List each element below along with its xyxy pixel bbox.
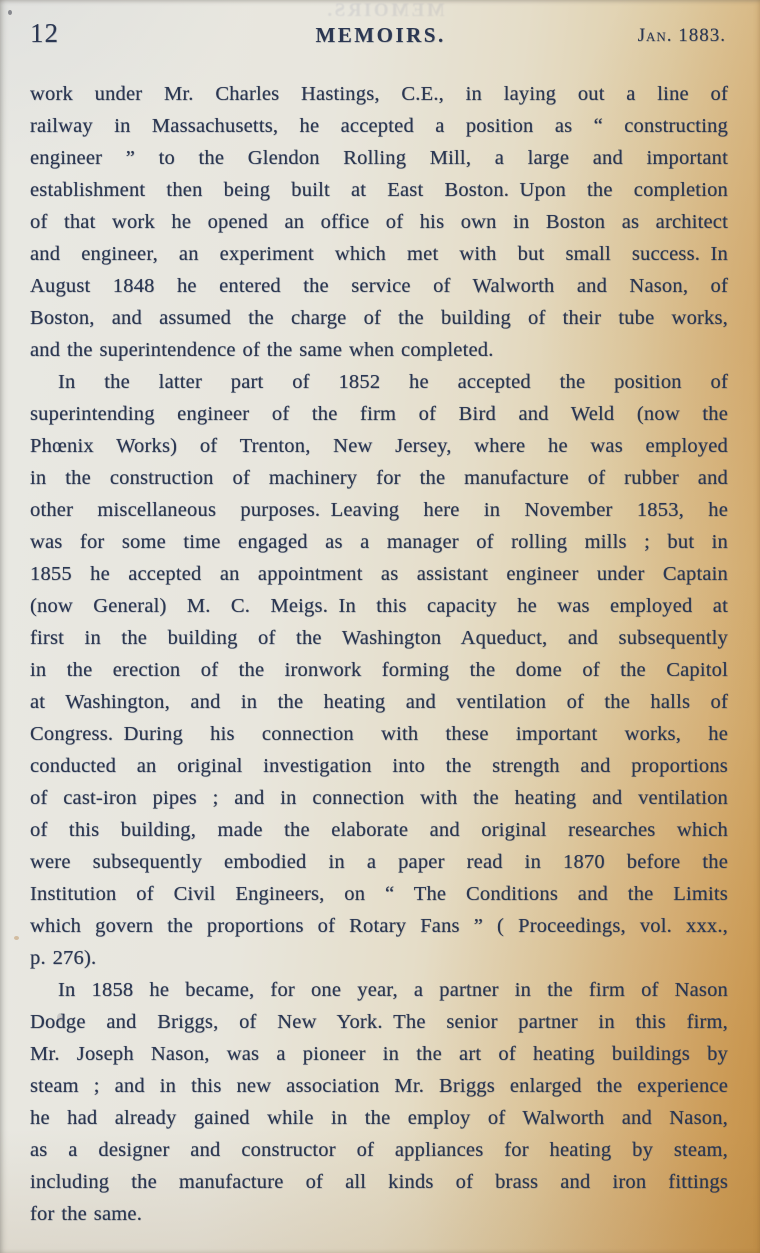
text-line: for the same. [30, 1203, 143, 1225]
text-line: conducted an original investigation into the strength and proportions [30, 755, 728, 777]
text-line: Mr. Joseph Nason, was a pioneer in the art of heating buildings by [30, 1043, 728, 1065]
text-line: and engineer, an experiment which met with but small success. In [30, 243, 728, 265]
text-line: of cast-iron pipes ; and in connection with the heating and ventilation [30, 787, 728, 809]
header-date: Jan. 1883. [637, 25, 726, 46]
text-line: Boston, and assumed the charge of the building of their tube works, [30, 307, 728, 329]
text-line: In the latter part of 1852 he accepted the position of [58, 371, 728, 393]
page-number: 12 [30, 18, 59, 48]
text-line: Phœnix Works) of Trenton, New Jersey, where he was employed [30, 435, 728, 457]
paper-speck [14, 936, 19, 940]
text-line: other miscellaneous purposes. Leaving here in November 1853, he [30, 499, 728, 521]
text-line: p. 276). [30, 947, 97, 969]
text-line: work under Mr. Charles Hastings, C.E., in laying out a line of [30, 83, 728, 105]
text-block [30, 78, 728, 1230]
text-line: steam ; and in this new association Mr. Briggs enlarged the experience [30, 1075, 728, 1097]
text-line: August 1848 he entered the service of Walworth and Nason, of [30, 275, 728, 297]
text-line: and the superintendence of the same when completed. [30, 339, 494, 361]
paragraph [30, 366, 728, 974]
text-line: Dodge and Briggs, of New York. The senior partner in this firm, [30, 1011, 728, 1033]
text-line: in the construction of machinery for the manufacture of rubber and [30, 467, 728, 489]
text-line: at Washington, and in the heating and ventilation of the halls of [30, 691, 728, 713]
text-line: Congress. During his connection with these important works, he [30, 723, 728, 745]
running-header [30, 16, 726, 50]
text-line: he had already gained while in the employ of Walworth and Nason, [30, 1107, 728, 1129]
text-line: (now General) M. C. Meigs. In this capacity he was employed at [30, 595, 728, 617]
show-through-text: MEMOIRS. [324, 0, 445, 21]
text-line: of this building, made the elaborate and original researches which [30, 819, 728, 841]
text-line: establishment then being built at East Boston. Upon the completion [30, 179, 728, 201]
text-line: superintending engineer of the firm of Bird and Weld (now the [30, 403, 728, 425]
text-line: which govern the proportions of Rotary Fans ” ( Proceedings, vol. xxx., [30, 915, 728, 937]
text-line: as a designer and constructor of appliances for heating by steam, [30, 1139, 728, 1161]
text-line: in the erection of the ironwork forming the dome of the Capitol [30, 659, 728, 681]
paragraph [30, 974, 728, 1230]
paragraph [30, 78, 728, 366]
text-line: 1855 he accepted an appointment as assistant engineer under Captain [30, 563, 728, 585]
paper-speck [57, 1013, 64, 1022]
text-line: was for some time engaged as a manager of rolling mills ; but in [30, 531, 728, 553]
page-title: MEMOIRS. [315, 23, 446, 47]
paper-speck [8, 10, 12, 15]
text-line: In 1858 he became, for one year, a partner in the firm of Nason [58, 979, 728, 1001]
text-line: including the manufacture of all kinds of brass and iron fittings [30, 1171, 728, 1193]
text-line: of that work he opened an office of his own in Boston as architect [30, 211, 728, 233]
text-line: engineer ” to the Glendon Rolling Mill, a large and important [30, 147, 728, 169]
text-line: Institution of Civil Engineers, on “ The Conditions and the Limits [30, 883, 728, 905]
text-line: railway in Massachusetts, he accepted a position as “ constructing [30, 115, 728, 137]
text-line: first in the building of the Washington Aqueduct, and subsequently [30, 627, 728, 649]
text-line: were subsequently embodied in a paper read in 1870 before the [30, 851, 728, 873]
